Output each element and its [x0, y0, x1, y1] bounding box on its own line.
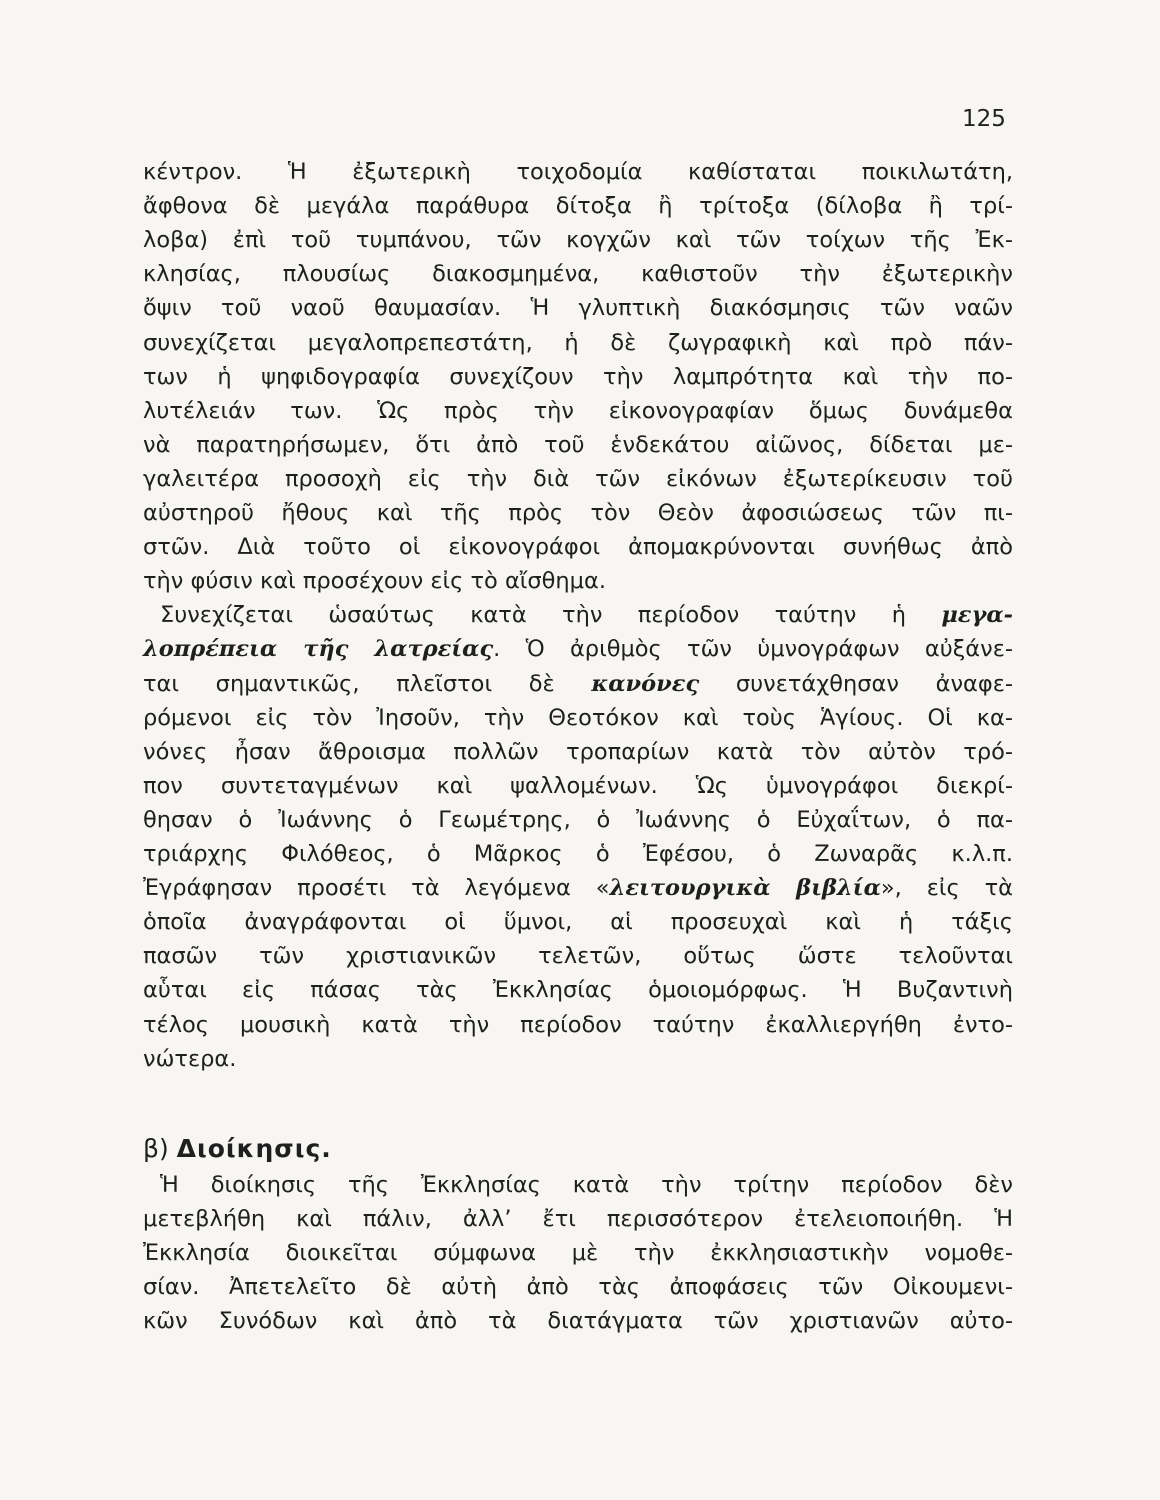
page-number: 125 [962, 106, 1006, 132]
text-line [143, 1008, 1013, 1042]
line-text: πασῶν τῶν χριστιανικῶν τελετῶν, οὕτως ὥστε τελοῦνται [143, 943, 1013, 969]
text-line [143, 871, 1013, 905]
line-text: ὁποῖα ἀναγράφονται οἱ ὕμνοι, αἱ προσευχαὶ καὶ ἡ τάξις [143, 909, 1013, 935]
emphasis-text: κανόνες [591, 671, 700, 697]
text-line [143, 667, 1013, 701]
line-text: », εἰς τὰ [880, 875, 1013, 901]
text-line [143, 428, 1013, 462]
line-text: Συνεχίζεται ὡσαύτως κατὰ τὴν περίοδον ταύτην ἡ [160, 602, 942, 628]
emphasis-text: λειτουργικὰ βιβλία [609, 875, 881, 901]
emphasis-text: λοπρέπεια τῆς λατρείας [143, 636, 494, 662]
line-text: ται σημαντικῶς, πλεῖστοι δὲ [143, 671, 592, 697]
text-line [143, 462, 1013, 496]
text-line [143, 360, 1013, 394]
line-text: κέντρον. Ἡ ἐξωτερικὴ τοιχοδομία καθίσταται ποικιλωτάτη, [143, 159, 1013, 185]
line-text: μετεβλήθη καὶ πάλιν, ἀλλ’ ἔτι περισσότερον ἐτελειοποιήθη. Ἡ [143, 1206, 1013, 1232]
text-line [143, 803, 1013, 837]
text-line [143, 564, 1013, 598]
section-heading-prefix: β) [143, 1134, 169, 1163]
line-text: νώτερα. [143, 1046, 237, 1072]
line-text: κῶν Συνόδων καὶ ἀπὸ τὰ διατάγματα τῶν χριστιανῶν αὐτο- [143, 1308, 1013, 1334]
text-line [160, 598, 1013, 632]
line-text: αὗται εἰς πάσας τὰς Ἐκκλησίας ὁμοιομόρφως. Ἡ Βυζαντινὴ [143, 977, 1013, 1003]
line-text: Ἐγράφησαν προσέτι τὰ λεγόμενα « [143, 875, 610, 901]
text-line [160, 1168, 1013, 1202]
line-text: γαλειτέρα προσοχὴ εἰς τὴν διὰ τῶν εἰκόνων ἐξωτερίκευσιν τοῦ [143, 466, 1013, 492]
text-line [143, 735, 1013, 769]
text-line [143, 257, 1013, 291]
text-line [143, 291, 1013, 325]
text-line [143, 905, 1013, 939]
line-text: Ἡ διοίκησις τῆς Ἐκκλησίας κατὰ τὴν τρίτην περίοδον δὲν [160, 1172, 1013, 1198]
line-text: νόνες ἦσαν ἄθροισμα πολλῶν τροπαρίων κατὰ τὸν αὐτὸν τρό- [143, 739, 1013, 765]
text-line [143, 530, 1013, 564]
text-line [143, 701, 1013, 735]
line-text: λοβα) ἐπὶ τοῦ τυμπάνου, τῶν κογχῶν καὶ τῶν τοίχων τῆς Ἐκ- [143, 227, 1013, 253]
text-line [143, 1236, 1013, 1270]
emphasis-text: μεγα- [941, 602, 1013, 628]
line-text: των ἡ ψηφιδογραφία συνεχίζουν τὴν λαμπρότητα καὶ τὴν πο- [143, 364, 1013, 390]
line-text: ὄψιν τοῦ ναοῦ θαυμασίαν. Ἡ γλυπτικὴ διακόσμησις τῶν ναῶν [143, 295, 1013, 321]
text-line [143, 1304, 1013, 1338]
line-text: πον συντεταγμένων καὶ ψαλλομένων. Ὡς ὑμνογράφοι διεκρί- [143, 773, 1013, 799]
line-text: τέλος μουσικὴ κατὰ τὴν περίοδον ταύτην ἐκαλλιεργήθη ἐντο- [143, 1012, 1013, 1038]
text-line [143, 189, 1013, 223]
text-line [143, 155, 1013, 189]
text-line [143, 837, 1013, 871]
text-line [143, 939, 1013, 973]
line-text: κλησίας, πλουσίως διακοσμημένα, καθιστοῦν τὴν ἐξωτερικὴν [143, 261, 1013, 287]
line-text: συνετάχθησαν ἀναφε- [699, 671, 1013, 697]
line-text: λυτέλειάν των. Ὡς πρὸς τὴν εἰκονογραφίαν ὅμως δυνάμεθα [143, 398, 1013, 424]
line-text: τὴν φύσιν καὶ προσέχουν εἰς τὸ αἴσθημα. [143, 568, 606, 594]
text-line [143, 1270, 1013, 1304]
line-text: . Ὁ ἀριθμὸς τῶν ὑμνογράφων αὐξάνε- [493, 636, 1013, 662]
text-line [143, 496, 1013, 530]
text-line [143, 973, 1013, 1007]
line-text: θησαν ὁ Ἰωάννης ὁ Γεωμέτρης, ὁ Ἰωάννης ὁ Εὐχαΐτων, ὁ πα- [143, 807, 1013, 833]
line-text: αὐστηροῦ ἤθους καὶ τῆς πρὸς τὸν Θεὸν ἀφοσιώσεως τῶν πι- [143, 500, 1013, 526]
section-heading-title: Διοίκησις. [176, 1134, 332, 1163]
text-line [143, 326, 1013, 360]
line-text: ρόμενοι εἰς τὸν Ἰησοῦν, τὴν Θεοτόκον καὶ τοὺς Ἁγίους. Οἱ κα- [143, 705, 1013, 731]
line-text: ἄφθονα δὲ μεγάλα παράθυρα δίτοξα ἢ τρίτοξα (δίλοβα ἢ τρί- [143, 193, 1013, 219]
text-line [143, 394, 1013, 428]
line-text: στῶν. Διὰ τοῦτο οἱ εἰκονογράφοι ἀπομακρύνονται συνήθως ἀπὸ [143, 534, 1013, 560]
line-text: σίαν. Ἀπετελεῖτο δὲ αὐτὴ ἀπὸ τὰς ἀποφάσεις τῶν Οἰκουμενι- [143, 1274, 1013, 1300]
text-line [143, 1042, 1013, 1076]
text-line [143, 223, 1013, 257]
line-text: Ἐκκλησία διοικεῖται σύμφωνα μὲ τὴν ἐκκλησιαστικὴν νομοθε- [143, 1240, 1013, 1266]
text-line [143, 769, 1013, 803]
line-text: τριάρχης Φιλόθεος, ὁ Μᾶρκος ὁ Ἐφέσου, ὁ Ζωναρᾶς κ.λ.π. [143, 841, 1013, 867]
line-text: συνεχίζεται μεγαλοπρεπεστάτη, ἡ δὲ ζωγραφικὴ καὶ πρὸ πάν- [143, 330, 1013, 356]
line-text: νὰ παρατηρήσωμεν, ὅτι ἀπὸ τοῦ ἑνδεκάτου αἰῶνος, δίδεται με- [143, 432, 1013, 458]
text-line [143, 632, 1013, 666]
text-line [143, 1202, 1013, 1236]
section-heading [143, 1132, 332, 1166]
